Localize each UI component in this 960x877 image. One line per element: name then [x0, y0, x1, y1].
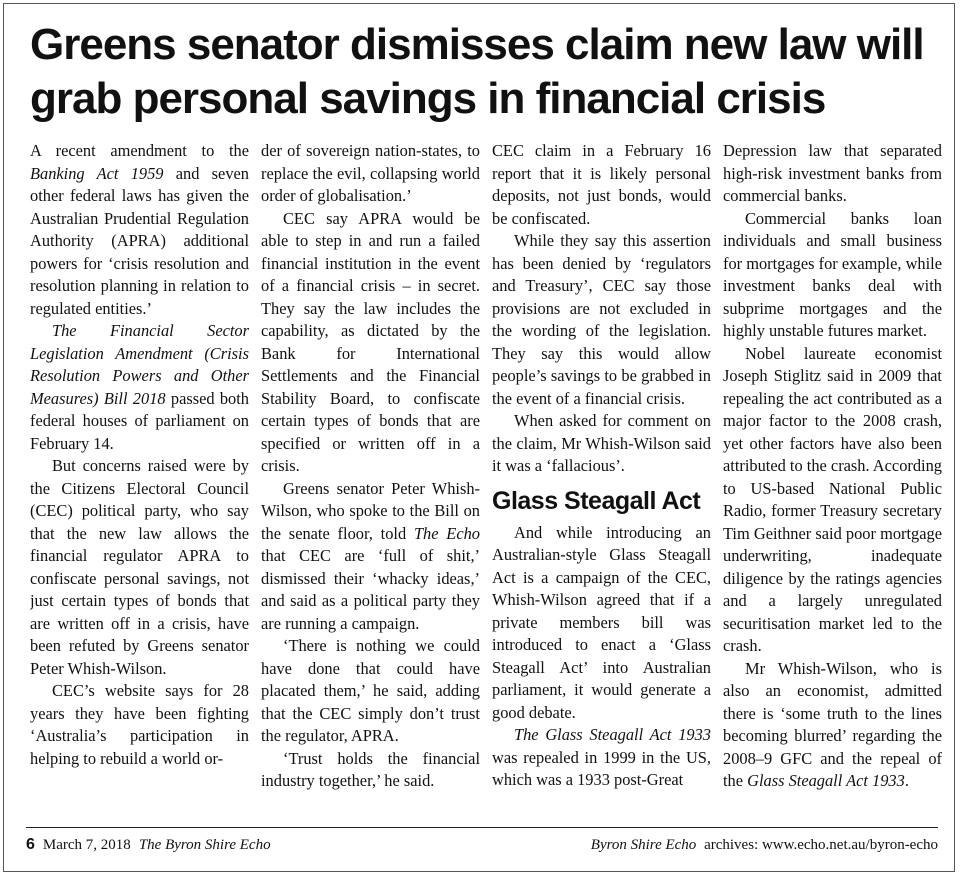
article-paragraph	[261, 478, 480, 636]
column-3	[492, 140, 711, 825]
italic-text: The Financial Sector Legislation Amendment (Crisis Resolution Powers and Other Measures) Bill 2018	[30, 321, 249, 408]
article-paragraph	[723, 208, 942, 343]
publication-name: The Byron Shire Echo	[138, 837, 271, 853]
column-2	[261, 140, 480, 825]
article-frame	[3, 3, 955, 872]
text-run: When asked for comment on the claim, Mr Whish-Wilson said it was a ‘fallacious’.	[492, 411, 711, 475]
subhead: Glass Steagall Act	[492, 486, 701, 515]
article-paragraph	[492, 410, 711, 478]
article-paragraph	[261, 748, 480, 793]
text-run: passed both federal houses of parliament on February 14.	[30, 388, 249, 453]
article-paragraph	[30, 320, 249, 455]
text-run: that CEC are ‘full of shit,’ dismissed their ‘whacky ideas,’ and said as a political party they are running a campaign.	[261, 546, 480, 633]
text-run: was repealed in 1999 in the US, which was a 1933 post-Great	[492, 747, 711, 789]
text-run: and seven other federal laws has given the Australian Prudential Regulation Authority (APRA) additional powers for ‘crisis resolution and resolution planning in relation to regulated entities.’	[30, 163, 249, 318]
archive-link[interactable]: archives: www.echo.net.au/byron-echo	[704, 837, 938, 853]
text-run: While they say this assertion has been denied by ‘regulators and Treasury’, CEC say those provisions are not excluded in the wording of the legislation. They say this would allow people’s savings to be grabbed in the event of a financial crisis.	[492, 231, 711, 408]
headline: Greens senator dismisses claim new law will grab personal savings in financial crisis	[30, 20, 924, 123]
text-run: A recent amendment to the	[30, 141, 249, 160]
article-paragraph	[30, 455, 249, 680]
text-run: der of sovereign nation-states, to replace the evil, collapsing world order of globalisation.’	[261, 141, 480, 205]
article-paragraph	[261, 635, 480, 748]
article-paragraph	[261, 208, 480, 478]
text-run: Commercial banks loan individuals and small business for mortgages for example, while investment banks deal with subprime mortgages and the highly unstable futures market.	[723, 208, 942, 340]
article-paragraph	[492, 724, 711, 792]
issue-date: March 7, 2018	[42, 837, 131, 853]
text-run: Depression law that separated high-risk investment banks from commercial banks.	[723, 141, 942, 205]
footer-rule	[26, 827, 938, 828]
article-paragraph	[30, 680, 249, 770]
text-run: ‘There is nothing we could have done that could have placated them,’ he said, adding that the CEC simply don’t trust the regulator, APRA.	[261, 636, 480, 745]
article-paragraph	[723, 658, 942, 793]
footer-left	[26, 836, 271, 854]
italic-text: The Glass Steagall Act 1933	[514, 725, 711, 744]
text-run: CEC claim in a February 16 report that it is likely personal deposits, not just bonds, would be confiscated.	[492, 141, 711, 228]
text-run: CEC say APRA would be able to step in and run a failed financial institution in the event of a financial crisis – in secret. They say the law includes the capability, as dictated by the Bank for International Settlements and the Financial Stability Board, to confiscate certain types of bonds that are specified or written off in a crisis.	[261, 208, 480, 475]
text-run: Mr Whish-Wilson, who is also an economist, admitted there is ‘some truth to the lines becoming blurred’ regarding the 2008–9 GFC and the repeal of the	[723, 658, 942, 790]
text-run: Greens senator Peter Whish-Wilson, who spoke to the Bill on the senate floor, told	[261, 478, 480, 543]
italic-text: Banking Act 1959	[30, 163, 164, 183]
text-run: CEC’s website says for 28 years they have been fighting ‘Australia’s participation in helping to rebuild a world or-	[30, 681, 249, 768]
article-paragraph	[261, 140, 480, 208]
italic-text: Glass Steagall Act 1933	[747, 771, 905, 790]
text-run: And while introducing an Australian-style Glass Steagall Act is a campaign of the CEC, Whish-Wilson agreed that if a private members bill was introduced to enact a ‘Glass Steagall Act’ into Australian parliament, it would generate a good debate.	[492, 522, 711, 722]
article-paragraph	[492, 230, 711, 410]
article-paragraph	[492, 522, 711, 725]
column-4	[723, 140, 942, 825]
text-run: But concerns raised were by the Citizens Electoral Council (CEC) political party, who say that the new law allows the financial regulator APRA to confiscate personal savings, not just certain types of bonds that are written off in a crisis, have been refuted by Greens senator Peter Whish-Wilson.	[30, 456, 249, 678]
page-footer	[26, 836, 938, 854]
text-run: ‘Trust holds the financial industry together,’ he said.	[261, 748, 480, 790]
article-paragraph	[723, 140, 942, 208]
italic-text: The Echo	[413, 523, 480, 543]
article-paragraph	[30, 140, 249, 320]
text-run: .	[904, 771, 909, 790]
column-1	[30, 140, 249, 825]
text-run: Nobel laureate economist Joseph Stiglitz said in 2009 that repealing the act contributed as a major factor to the 2008 crash, yet other factors have also been attributed to the crash. According to US-based National Public Radio, former Treasury secretary Tim Geithner said poor mortgage underwriting, inadequate diligence by the ratings agencies and a largely unregulated securitisation market led to the crash.	[723, 343, 942, 655]
footer-right	[591, 837, 938, 854]
article-body	[30, 140, 942, 825]
article-paragraph	[492, 140, 711, 230]
article-paragraph	[723, 343, 942, 658]
page-number: 6	[26, 836, 35, 853]
archive-publication-name: Byron Shire Echo	[590, 837, 697, 853]
